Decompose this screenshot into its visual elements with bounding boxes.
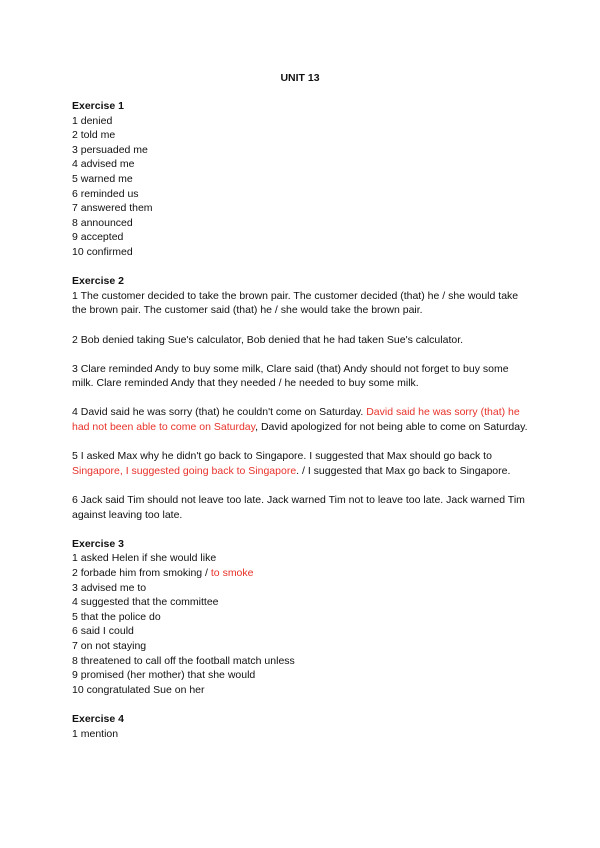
item-text: 2 forbade him from smoking / [72, 567, 211, 579]
exercise-1-item: 10 confirmed [72, 245, 133, 258]
exercise-2-answer-4 [72, 405, 532, 434]
exercise-3-item: 4 suggested that the committee [72, 596, 219, 609]
exercise-3-item: 3 advised me to [72, 581, 147, 594]
exercise-1-item: 9 accepted [72, 231, 124, 244]
exercise-3-item: 9 promised (her mother) that she would [72, 669, 256, 682]
exercise-2-heading: Exercise 2 [72, 275, 124, 288]
exercise-2-answer-6: 6 Jack said Tim should not leave too late. Jack warned Tim not to leave too late. Jack warned Tim against leaving too late. [72, 494, 525, 521]
exercise-1-item: 7 answered them [72, 202, 153, 215]
exercise-1-item: 6 reminded us [72, 187, 139, 200]
answer-text: 4 David said he was sorry (that) he couldn't come on Saturday. [72, 406, 367, 419]
exercise-3-item: 1 asked Helen if she would like [72, 552, 217, 565]
exercise-3-item: 7 on not staying [72, 639, 147, 652]
exercise-2-answer-3: 3 Clare reminded Andy to buy some milk, Clare said (that) Andy should not forget to buy some milk. Clare reminded Andy that they needed / he needed to buy some milk. [72, 362, 509, 390]
exercise-2-answer-2: 2 Bob denied taking Sue's calculator, Bob denied that he had taken Sue's calculator. [72, 333, 464, 346]
exercise-3 [72, 537, 532, 698]
exercise-3-item [72, 566, 532, 581]
exercise-2-answer-1: 1 The customer decided to take the brown pair. The customer decided (that) he / she would take the brown pair. The customer said (that) he / she would take the brown pair. [72, 289, 519, 317]
exercise-2-answer-5 [72, 449, 532, 478]
answer-red-text: David said he was sorry (that) he had not been able to come on Saturday [72, 406, 520, 434]
answer-text: 5 I asked Max why he didn't go back to Singapore. I suggested that Max should go back to [72, 450, 492, 463]
exercise-2 [72, 274, 532, 522]
exercise-4-heading: Exercise 4 [72, 712, 124, 725]
exercise-3-item: 8 threatened to call off the football match unless [72, 654, 295, 667]
exercise-1 [72, 99, 532, 260]
unit-title: UNIT 13 [280, 72, 320, 84]
exercise-3-heading: Exercise 3 [72, 537, 124, 550]
exercise-3-item: 10 congratulated Sue on her [72, 683, 205, 696]
exercise-1-item: 4 advised me [72, 158, 135, 171]
exercise-1-item: 3 persuaded me [72, 143, 148, 156]
item-red-text: to smoke [210, 567, 254, 579]
answer-text: . / I suggested that Max go back to Singapore. [296, 464, 511, 477]
exercise-3-item: 6 said I could [72, 625, 134, 638]
exercise-1-item: 2 told me [72, 129, 116, 142]
exercise-3-item: 5 that the police do [72, 610, 161, 623]
exercise-4 [72, 712, 532, 741]
exercise-1-heading: Exercise 1 [72, 100, 124, 112]
exercise-4-item: 1 mention [72, 727, 119, 740]
answer-key [72, 99, 532, 741]
exercise-1-item: 5 warned me [72, 172, 133, 185]
answer-text: , David apologized for not being able to come on Saturday. [255, 421, 528, 434]
answer-red-text: Singapore, I suggested going back to Singapore [72, 464, 297, 477]
exercise-1-item: 1 denied [72, 114, 113, 127]
exercise-1-item: 8 announced [72, 216, 133, 229]
